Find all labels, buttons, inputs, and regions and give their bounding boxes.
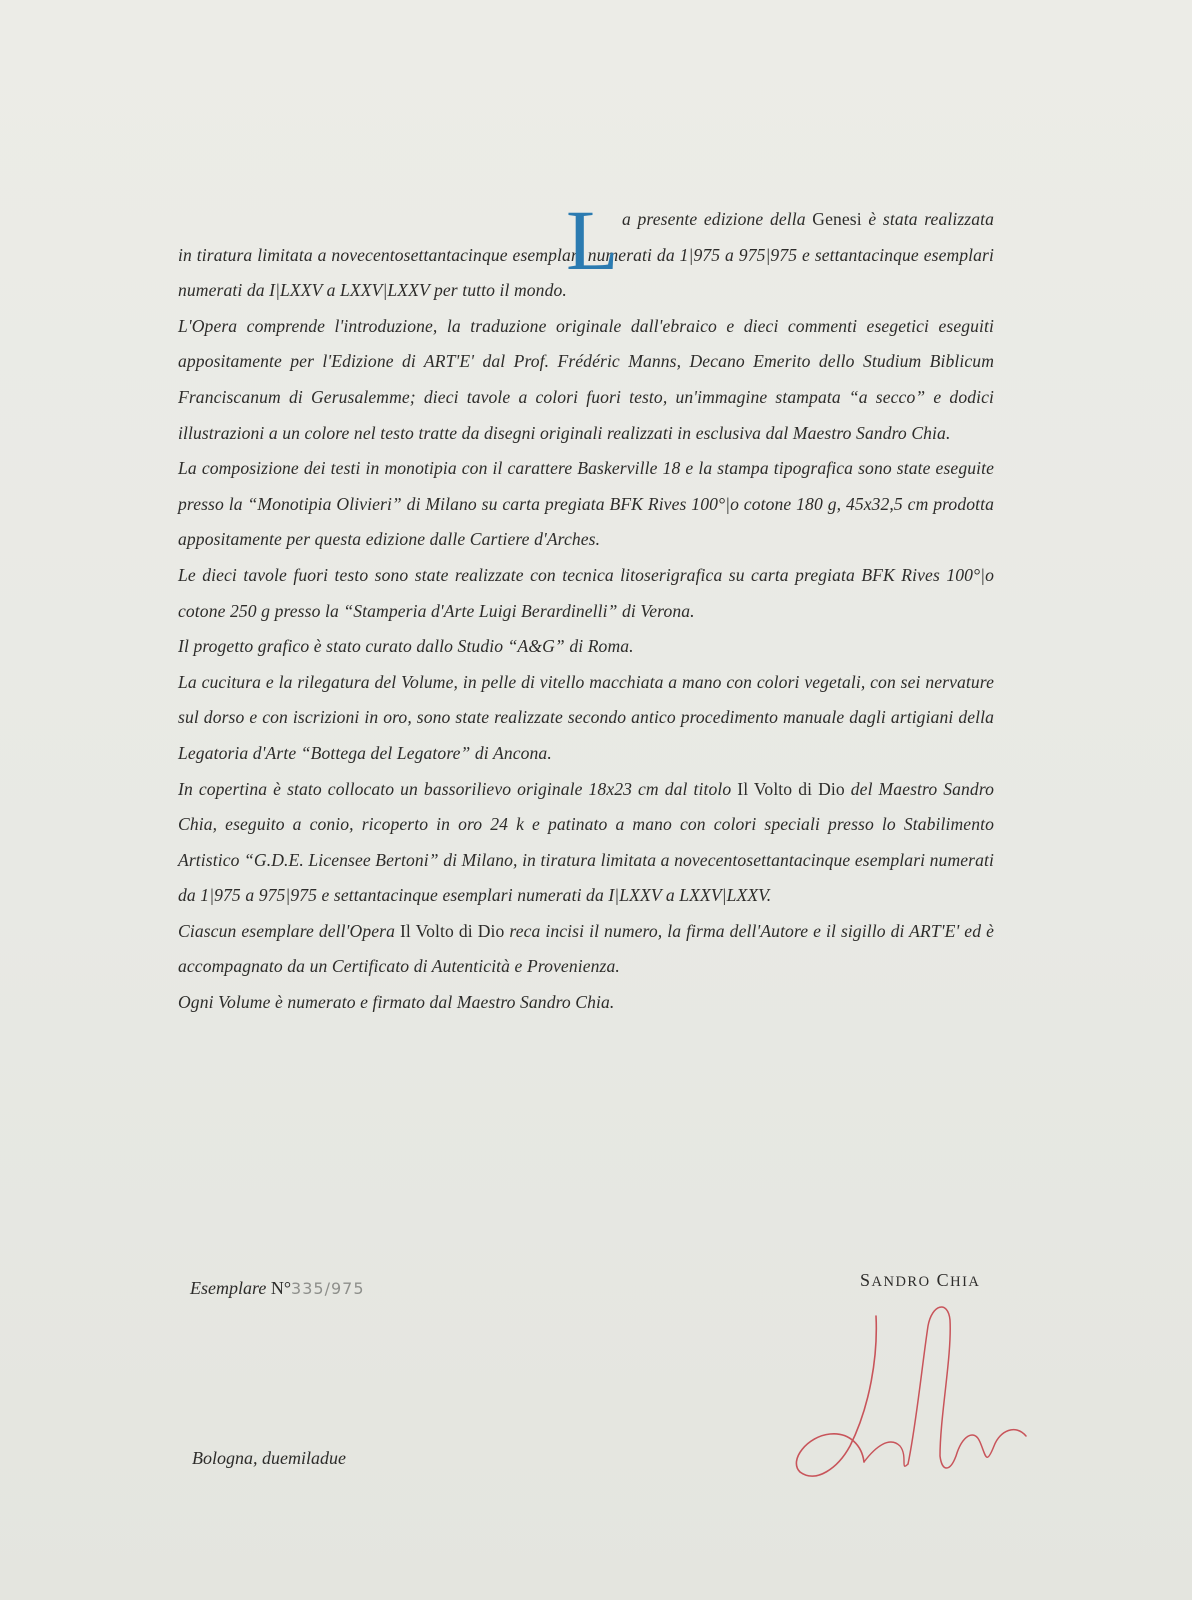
copy-number-label: Esemplare <box>190 1278 267 1298</box>
artist-first-rest: ANDRO <box>871 1274 931 1290</box>
paragraph-text: In copertina è stato collocato un bassorilievo originale 18x23 cm dal titolo <box>178 778 732 799</box>
colophon-text <box>178 192 995 1021</box>
handwritten-copy-number: 335/975 <box>291 1279 365 1298</box>
title-genesi: Genesi <box>812 209 862 229</box>
paragraph-plates: Le dieci tavole fuori testo sono state realizzate con tecnica litoserigrafica su carta pregiata BFK Rives 100°|o cotone 250 g presso la “Stamperia d'Arte Luigi Berardinelli” di Verona. <box>178 564 994 621</box>
title-volto-di-dio: Il Volto di Dio <box>737 778 845 799</box>
number-mark: N° <box>270 1278 292 1298</box>
copy-number <box>190 1278 365 1299</box>
place-and-date: Bologna, duemiladue <box>192 1448 346 1468</box>
paragraph-text: Ciascun esemplare dell'Opera <box>178 920 395 941</box>
paragraph-text: a presente edizione della <box>622 209 806 229</box>
title-volto-di-dio: Il Volto di Dio <box>399 920 505 941</box>
paragraph-text: è stata realizzata in tiratura limitata a novecentosettantacinque esemplari numerati da 1|975 a 975|975 e settantacinque esemplari numerati da I|LXXV a LXXV|LXXV per tutto il mondo. <box>178 209 995 301</box>
drop-cap: L <box>566 192 619 288</box>
paragraph-typesetting: La composizione dei testi in monotipia con il carattere Baskerville 18 e la stampa tipografica sono state eseguite presso la “Monotipia Olivieri” di Milano su carta pregiata BFK Rives 100°|o cotone 180 g, 45x32,5 cm prodotta appositamente per questa edizione dalle Cartiere d'Arches. <box>178 458 994 550</box>
paragraph-signed: Ogni Volume è numerato e firmato dal Maestro Sandro Chia. <box>178 992 615 1013</box>
paragraph-design: Il progetto grafico è stato curato dallo Studio “A&G” di Roma. <box>178 636 634 657</box>
artist-last-rest: HIA <box>950 1274 981 1290</box>
paragraph-text: reca incisi il numero, la firma dell'Autore e il sigillo di ART'E' ed è accompagnato da un Certificato di Autenticità e Provenienza. <box>178 920 994 977</box>
artist-signature <box>790 1296 1070 1486</box>
artist-first-initial: S <box>860 1270 872 1290</box>
paragraph-contents: L'Opera comprende l'introduzione, la traduzione originale dall'ebraico e dieci commenti esegetici eseguiti appositamente per l'Edizione di ART'E' dal Prof. Frédéric Manns, Decano Emerito dello Studium Biblicum Franciscanum di Gerusalemme; dieci tavole a colori fuori testo, un'immagine stampata “a secco” e dodici illustrazioni a un colore nel testo tratte da disegni originali realizzati in esclusiva dal Maestro Sandro Chia. <box>178 315 994 443</box>
paragraph-text: del Maestro Sandro Chia, eseguito a conio, ricoperto in oro 24 k e patinato a mano con colori speciali presso lo Stabilimento Artistico “G.D.E. Licensee Bertoni” di Milano, in tiratura limitata a novecentosettantacinque esemplari numerati da 1|975 a 975|975 e settantacinque esemplari numerati da I|LXXV a LXXV|LXXV. <box>178 778 995 906</box>
artist-name <box>860 1270 980 1291</box>
paragraph-certificate <box>178 914 994 985</box>
artist-last-initial: C <box>936 1270 951 1290</box>
paragraph-cover <box>178 772 994 914</box>
paragraph-binding: La cucitura e la rilegatura del Volume, in pelle di vitello macchiata a mano con colori vegetali, con sei nervature sul dorso e con iscrizioni in oro, sono state realizzate secondo antico procedimento manuale dagli artigiani della Legatoria d'Arte “Bottega del Legatore” di Ancona. <box>178 671 994 763</box>
